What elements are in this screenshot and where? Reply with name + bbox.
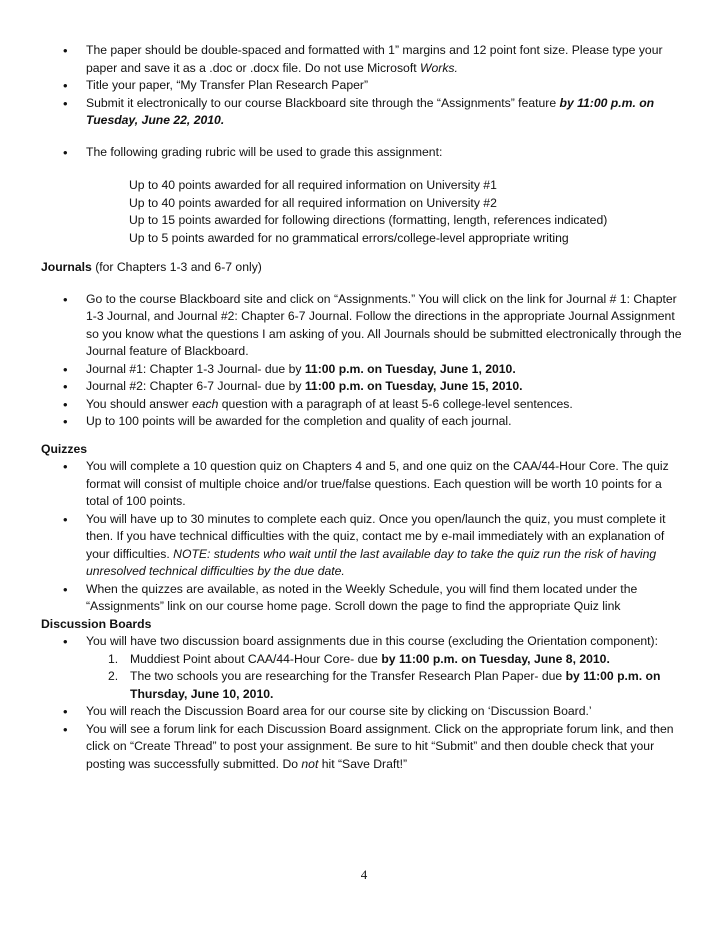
page-number: 4	[360, 867, 368, 882]
list-item: • Title your paper, “My Transfer Plan Research Paper”	[0, 77, 688, 95]
journals-list	[0, 291, 728, 431]
list-item: • You will have two discussion board assignments due in this course (excluding the Orientation component):	[0, 633, 688, 651]
grading-rubric	[0, 177, 728, 247]
paper-requirements-list	[0, 42, 728, 130]
discussion-list-continued	[0, 703, 728, 773]
list-item: • You will see a forum link for each Discussion Board assignment. Click on the appropriate forum link, and then click on “Create Thread” to post your assignment. Be sure to hit “Submit” and then double check that your posting was successfully submitted. Do not hit “Save Draft!”	[0, 721, 688, 774]
quizzes-heading: Quizzes	[41, 441, 88, 456]
rubric-line: Up to 40 points awarded for all required information on University #1	[129, 178, 497, 192]
list-item: • Submit it electronically to our course Blackboard site through the “Assignments” feature by 11:00 p.m. on Tuesday, June 22, 2010.	[0, 95, 688, 130]
rubric-line: Up to 15 points awarded for following directions (formatting, length, references indicated)	[129, 213, 608, 227]
discussion-list	[0, 633, 728, 651]
list-item: • You will complete a 10 question quiz on Chapters 4 and 5, and one quiz on the CAA/44-Hour Core. The quiz format will consist of multiple choice and/or true/false questions. Each question will be worth 10 points for a total of 100 points.	[0, 458, 688, 511]
list-item: • You will reach the Discussion Board area for our course site by clicking on ‘Discussion Board.’	[0, 703, 688, 721]
list-item: • Journal #1: Chapter 1-3 Journal- due by 11:00 p.m. on Tuesday, June 1, 2010.	[0, 361, 688, 379]
quizzes-list	[0, 458, 728, 616]
rubric-line: Up to 5 points awarded for no grammatical errors/college-level appropriate writing	[129, 230, 569, 245]
rubric-line: Up to 40 points awarded for all required information on University #2	[129, 195, 497, 210]
list-item: 1. Muddiest Point about CAA/44-Hour Core- due by 11:00 p.m. on Tuesday, June 8, 2010.	[108, 651, 610, 666]
list-item: • Go to the course Blackboard site and click on “Assignments.” You will click on the link for Journal # 1: Chapter 1-3 Journal, and Journal #2: Chapter 6-7 Journal. Follow the directions in the appropriate Journal Assignment so you know what the questions I am asking of you. All Journals should be submitted electronically through the Journal feature of Blackboard.	[0, 291, 688, 361]
discussion-heading: Discussion Boards	[41, 616, 152, 631]
list-item: • Up to 100 points will be awarded for the completion and quality of each journal.	[0, 413, 688, 431]
list-item: • Journal #2: Chapter 6-7 Journal- due by 11:00 p.m. on Tuesday, June 15, 2010.	[0, 378, 688, 396]
journals-heading: Journals (for Chapters 1-3 and 6-7 only)	[41, 260, 262, 274]
rubric-intro-list	[0, 144, 728, 162]
list-item: 2. The two schools you are researching for the Transfer Research Plan Paper- due by 11:00 p.m. on Thursday, June 10, 2010.	[108, 669, 661, 701]
list-item: • The following grading rubric will be used to grade this assignment:	[0, 144, 688, 162]
list-item: • You should answer each question with a paragraph of at least 5-6 college-level sentences.	[0, 396, 688, 414]
list-item: • When the quizzes are available, as noted in the Weekly Schedule, you will find them located under the “Assignments” link on our course home page. Scroll down the page to find the appropriate Quiz link	[0, 581, 688, 616]
list-item: • The paper should be double-spaced and formatted with 1” margins and 12 point font size. Please type your paper and save it as a .doc or .docx file. Do not use Microsoft Works.	[0, 42, 688, 77]
discussion-assignments-list	[0, 651, 728, 704]
list-item: • You will have up to 30 minutes to complete each quiz. Once you open/launch the quiz, you must complete it then. If you have technical difficulties with the quiz, contact me by e-mail immediately with an explanation of your difficulties. NOTE: students who wait until the last available day to take the quiz run the risk of having unresolved technical difficulties by the due date.	[0, 511, 688, 581]
